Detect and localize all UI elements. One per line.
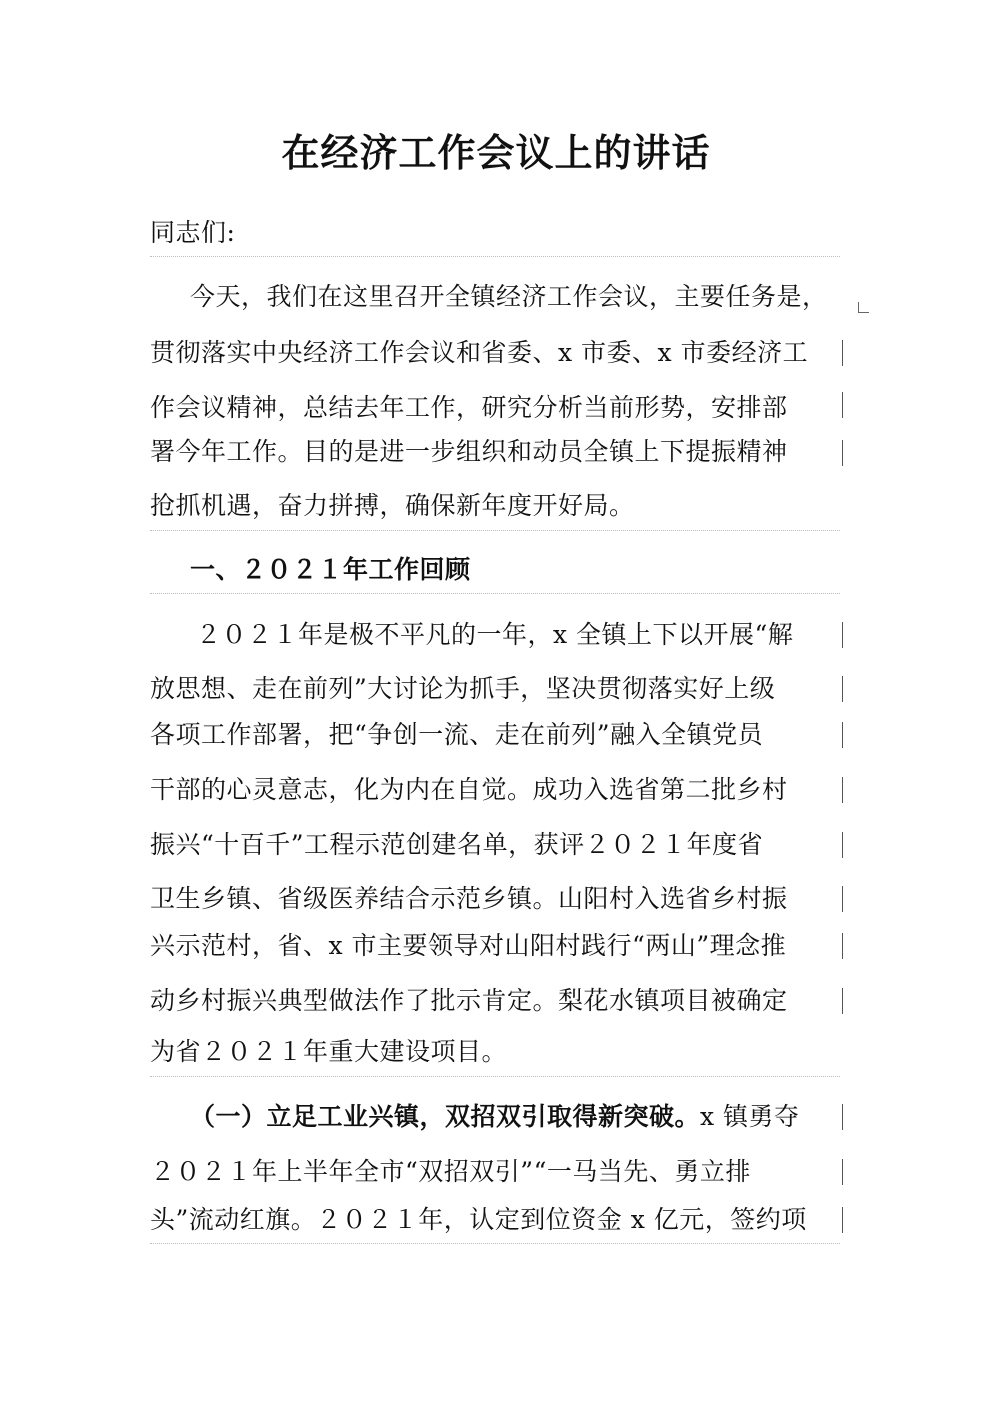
paragraph-separator xyxy=(150,593,840,594)
section-heading: 一、２０２１年工作回顾 xyxy=(190,555,471,584)
section-line: 干部的心灵意志，化为内在自觉。成功入选省第二批乡村 xyxy=(150,775,788,804)
margin-mark xyxy=(842,1104,843,1130)
margin-mark xyxy=(842,340,843,366)
margin-mark xyxy=(842,676,843,702)
margin-mark xyxy=(842,777,843,803)
subsection-line: 头”流动红旗。２０２１年，认定到位资金 x 亿元，签约项 xyxy=(150,1205,807,1234)
subsection-text: x 镇勇夺 xyxy=(700,1102,800,1131)
intro-line: 今天，我们在这里召开全镇经济工作会议，主要任务是， xyxy=(190,282,828,311)
section-line: 振兴“十百千”工程示范创建名单，获评２０２１年度省 xyxy=(150,830,764,859)
section-line: 动乡村振兴典型做法作了批示肯定。梨花水镇项目被确定 xyxy=(150,986,788,1015)
margin-mark xyxy=(842,440,843,466)
salutation: 同志们: xyxy=(150,218,236,247)
margin-mark xyxy=(842,622,843,648)
margin-mark xyxy=(842,722,843,748)
margin-mark xyxy=(842,933,843,959)
paragraph-separator xyxy=(150,256,840,257)
margin-corner-mark xyxy=(858,302,869,313)
margin-mark xyxy=(842,392,843,418)
subsection-line: ２０２１年上半年全市“双招双引”“一马当先、勇立排 xyxy=(150,1157,751,1186)
margin-mark xyxy=(842,832,843,858)
paragraph-separator xyxy=(150,530,840,531)
margin-mark xyxy=(842,1207,843,1233)
section-line: 放思想、走在前列”大讨论为抓手，坚决贯彻落实好上级 xyxy=(150,674,776,703)
intro-line: 贯彻落实中央经济工作会议和省委、x 市委、x 市委经济工 xyxy=(150,338,809,367)
subsection-first-line xyxy=(190,1100,840,1134)
document-title: 在经济工作会议上的讲话 xyxy=(281,130,711,175)
paragraph-separator xyxy=(150,1243,840,1244)
intro-line: 抢抓机遇，奋力拼搏，确保新年度开好局。 xyxy=(150,491,635,520)
section-line: 卫生乡镇、省级医养结合示范乡镇。山阳村入选省乡村振 xyxy=(150,884,788,913)
margin-mark xyxy=(842,886,843,912)
subsection-heading: （一）立足工业兴镇，双招双引取得新突破。 xyxy=(190,1102,701,1131)
section-line: 兴示范村，省、x 市主要领导对山阳村践行“两山”理念推 xyxy=(150,931,787,960)
section-line: 各项工作部署，把“争创一流、走在前列”融入全镇党员 xyxy=(150,720,764,749)
intro-line: 作会议精神，总结去年工作，研究分析当前形势，安排部 xyxy=(150,393,788,422)
paragraph-separator xyxy=(150,1076,840,1077)
section-line: 为省２０２１年重大建设项目。 xyxy=(150,1037,508,1066)
margin-mark xyxy=(842,988,843,1014)
margin-mark xyxy=(842,1159,843,1185)
section-line: ２０２１年是极不平凡的一年，x 全镇上下以开展“解 xyxy=(196,620,794,649)
intro-line: 署今年工作。目的是进一步组织和动员全镇上下提振精神 xyxy=(150,437,788,466)
